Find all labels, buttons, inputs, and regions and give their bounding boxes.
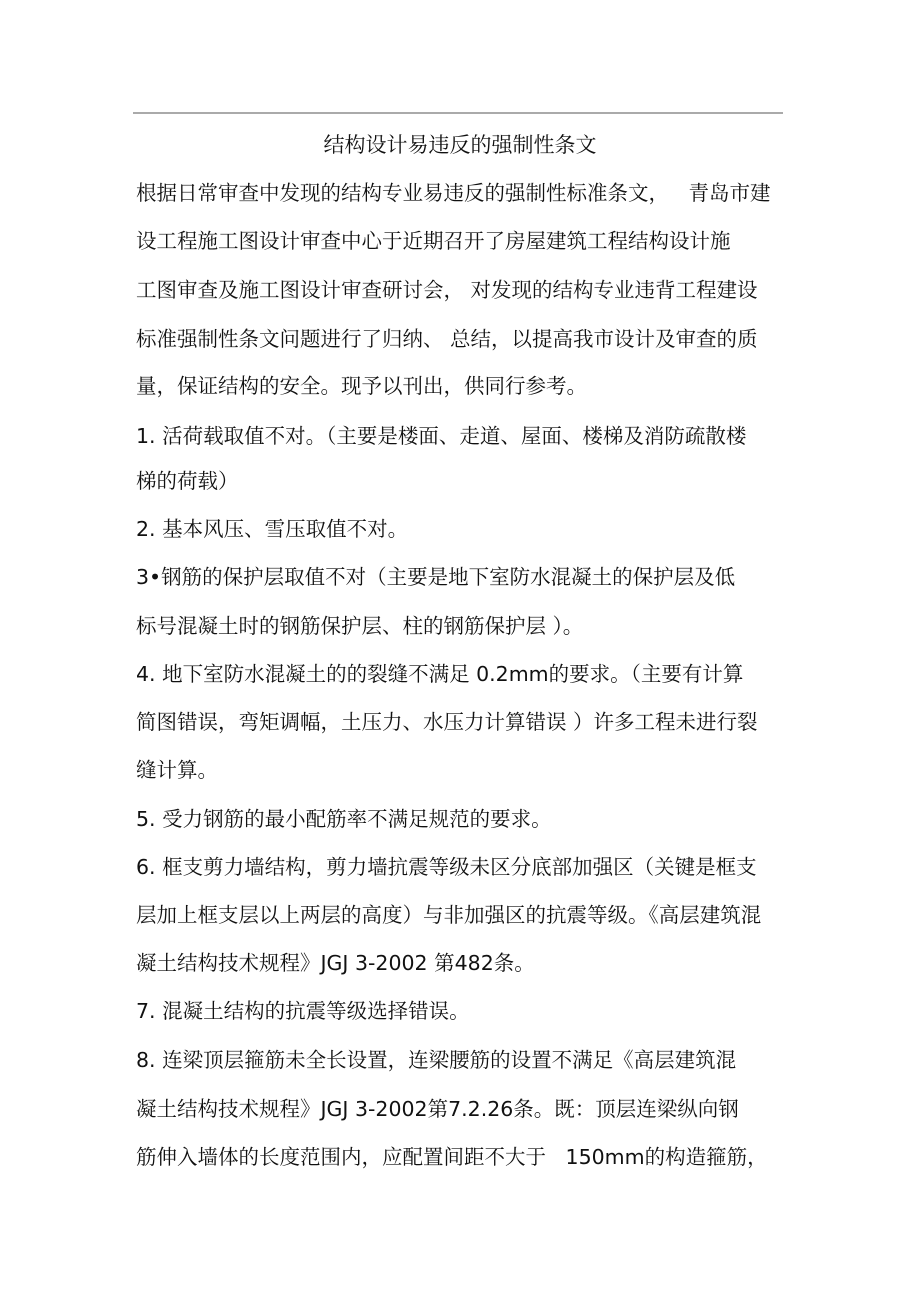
text-line: 量，保证结构的安全。现予以刊出，供同行参考。 — [136, 374, 587, 398]
text-line: 5. 受力钢筋的最小配筋率不满足规范的要求。 — [136, 807, 552, 831]
text-line: 标号混凝土时的钢筋保护层、柱的钢筋保护层 ）。 — [136, 614, 584, 638]
text-line: 6. 框支剪力墙结构，剪力墙抗震等级未区分底部加强区（关键是框支 — [136, 855, 757, 879]
text-line: 工图审查及施工图设计审查研讨会， 对发现的结构专业违背工程建设 — [136, 278, 758, 302]
text-line: 4. 地下室防水混凝土的的裂缝不满足 0.2mm的要求。（主要有计算 — [136, 662, 744, 686]
text-line: 2. 基本风压、雪压取值不对。 — [136, 517, 409, 541]
text-line: 3•钢筋的保护层取值不对（主要是地下室防水混凝土的保护层及低 — [136, 565, 736, 589]
text-line: 1. 活荷载取值不对。（主要是楼面、走道、屋面、楼梯及消防疏散楼 — [136, 424, 747, 448]
text-line: 凝土结构技术规程》JGJ 3-2002第7.2.26条。既：顶层连梁纵向钢 — [136, 1097, 739, 1121]
document-title: 结构设计易违反的强制性条文 — [323, 133, 597, 157]
text-line: 设工程施工图设计审查中心于近期召开了房屋建筑工程结构设计施 — [136, 229, 731, 253]
text-line: 7. 混凝土结构的抗震等级选择错误。 — [136, 999, 470, 1023]
text-line: 简图错误，弯矩调幅，土压力、水压力计算错误 ）许多工程未进行裂 — [136, 710, 758, 734]
text-line: 凝土结构技术规程》JGJ 3-2002 第482条。 — [136, 951, 535, 975]
text-line: 8. 连梁顶层箍筋未全长设置，连梁腰筋的设置不满足《高层建筑混 — [136, 1048, 737, 1072]
header-rule — [133, 112, 783, 114]
text-line: 标准强制性条文问题进行了归纳、 总结，以提高我市设计及审查的质 — [136, 327, 758, 351]
text-line: 层加上框支层以上两层的高度）与非加强区的抗震等级。《高层建筑混 — [136, 903, 762, 927]
text-line: 根据日常审查中发现的结构专业易违反的强制性标准条文， 青岛市建 — [136, 181, 771, 205]
text-line: 梯的荷载） — [136, 469, 239, 493]
text-line: 缝计算。 — [136, 758, 218, 782]
text-line: 筋伸入墙体的长度范围内，应配置间距不大于 150mm的构造箍筋， — [136, 1145, 768, 1169]
